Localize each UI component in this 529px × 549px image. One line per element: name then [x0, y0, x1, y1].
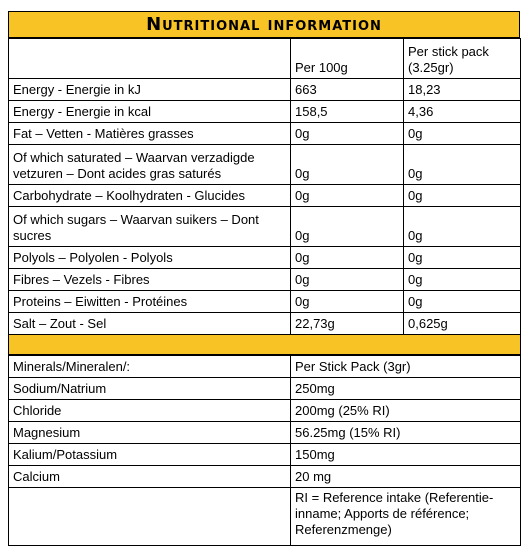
nutrient-label: Salt – Zout - Sel: [9, 313, 291, 335]
nutrient-per-stick: 0g: [404, 269, 521, 291]
nutrient-label: Fibres – Vezels - Fibres: [9, 269, 291, 291]
nutrient-label: Energy - Energie in kJ: [9, 79, 291, 101]
nutrient-per-100g: 0g: [291, 145, 404, 185]
mineral-value: 56.25mg (15% RI): [291, 422, 521, 444]
nutrition-sheet: [8, 11, 520, 546]
mineral-label: Magnesium: [9, 422, 291, 444]
table-row: [9, 444, 521, 466]
footnote-row: [9, 488, 521, 546]
nutrient-per-100g: 663: [291, 79, 404, 101]
minerals-table: [8, 355, 521, 546]
nutrient-label: Energy - Energie in kcal: [9, 101, 291, 123]
nutrient-per-stick: 4,36: [404, 101, 521, 123]
table-row: [9, 466, 521, 488]
nutrient-per-100g: 0g: [291, 247, 404, 269]
mineral-value: 20 mg: [291, 466, 521, 488]
table-row: [9, 400, 521, 422]
table-row: [9, 247, 521, 269]
table-row: [9, 422, 521, 444]
nutrient-per-stick: 0,625g: [404, 313, 521, 335]
header-per-100g: Per 100g: [291, 39, 404, 79]
title-bar: [8, 11, 520, 38]
nutrient-per-100g: 0g: [291, 269, 404, 291]
mineral-value: 250mg: [291, 378, 521, 400]
nutrient-per-stick: 0g: [404, 291, 521, 313]
table-row: [9, 207, 521, 247]
mineral-value: 200mg (25% RI): [291, 400, 521, 422]
table-header-row: [9, 39, 521, 79]
nutrient-per-stick: 0g: [404, 123, 521, 145]
table-row: [9, 79, 521, 101]
minerals-header-row: [9, 356, 521, 378]
table-row: [9, 145, 521, 185]
nutrient-per-100g: 0g: [291, 185, 404, 207]
footnote-empty-cell: [9, 488, 291, 546]
nutrient-per-100g: 158,5: [291, 101, 404, 123]
section-divider-cell: [9, 335, 521, 355]
nutrient-per-stick: 0g: [404, 185, 521, 207]
nutrient-per-100g: 22,73g: [291, 313, 404, 335]
mineral-label: Calcium: [9, 466, 291, 488]
nutrient-label: Fat – Vetten - Matières grasses: [9, 123, 291, 145]
nutrient-per-100g: 0g: [291, 207, 404, 247]
nutrient-per-stick: 18,23: [404, 79, 521, 101]
nutrition-table: [8, 38, 521, 355]
minerals-header-label: Minerals/Mineralen/:: [9, 356, 291, 378]
footnote-text: RI = Reference intake (Referentie-inname; Apports de référence; Referenzmenge): [291, 488, 521, 546]
nutrient-per-100g: 0g: [291, 123, 404, 145]
nutrient-per-stick: 0g: [404, 207, 521, 247]
header-empty-cell: [9, 39, 291, 79]
header-per-stick: Per stick pack (3.25gr): [404, 39, 521, 79]
table-row: [9, 185, 521, 207]
mineral-label: Kalium/Potassium: [9, 444, 291, 466]
table-row: [9, 101, 521, 123]
page-title: Nutritional information: [146, 14, 382, 35]
nutrient-label: Of which saturated – Waarvan verzadigde vetzuren – Dont acides gras saturés: [9, 145, 291, 185]
nutrient-per-stick: 0g: [404, 247, 521, 269]
table-row: [9, 313, 521, 335]
nutrient-label: Polyols – Polyolen - Polyols: [9, 247, 291, 269]
mineral-label: Sodium/Natrium: [9, 378, 291, 400]
table-row: [9, 378, 521, 400]
table-row: [9, 269, 521, 291]
nutrient-per-stick: 0g: [404, 145, 521, 185]
table-row: [9, 291, 521, 313]
nutrient-per-100g: 0g: [291, 291, 404, 313]
section-divider: [9, 335, 521, 355]
nutrient-label: Carbohydrate – Koolhydraten - Glucides: [9, 185, 291, 207]
mineral-label: Chloride: [9, 400, 291, 422]
nutrient-label: Of which sugars – Waarvan suikers – Dont sucres: [9, 207, 291, 247]
mineral-value: 150mg: [291, 444, 521, 466]
table-row: [9, 123, 521, 145]
nutrient-label: Proteins – Eiwitten - Protéines: [9, 291, 291, 313]
minerals-header-value: Per Stick Pack (3gr): [291, 356, 521, 378]
